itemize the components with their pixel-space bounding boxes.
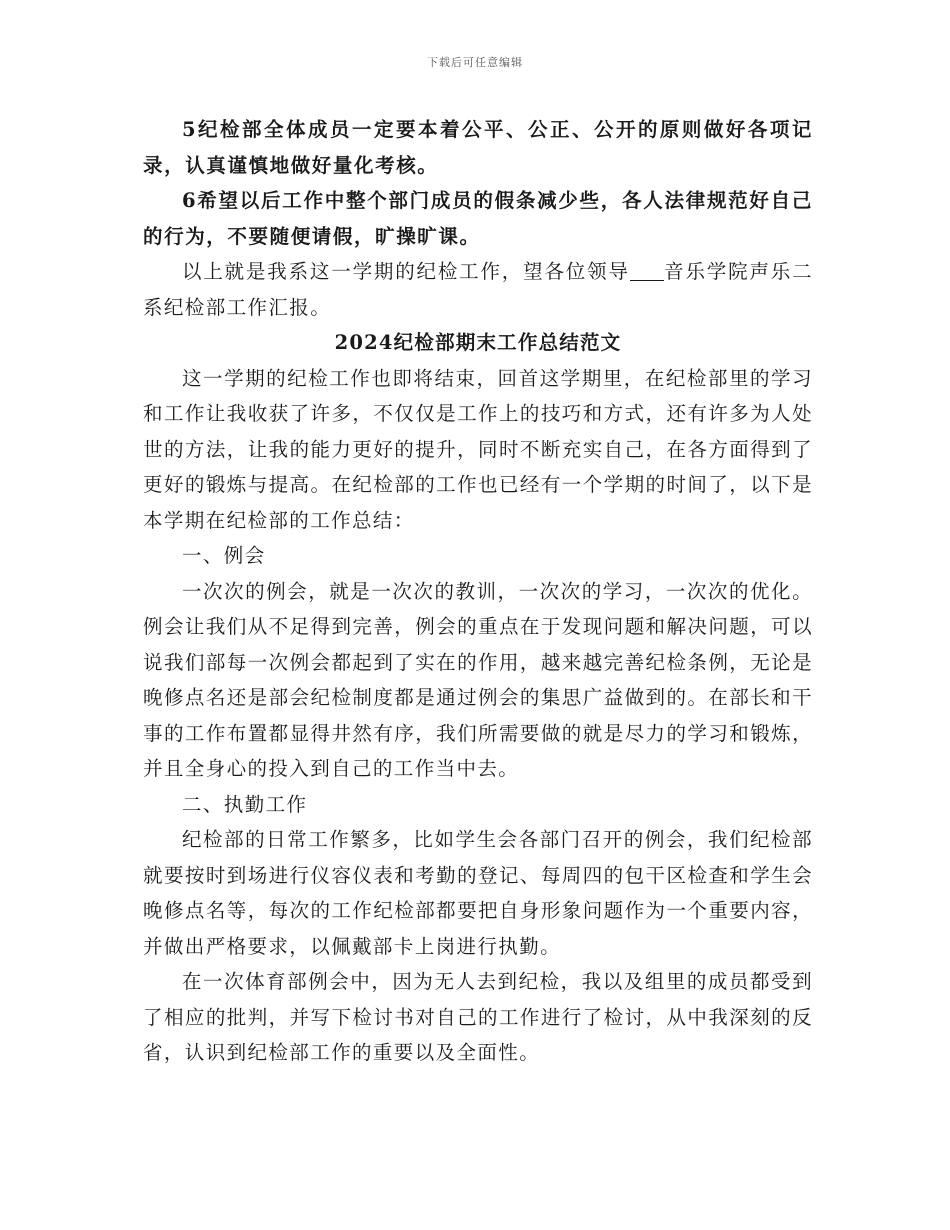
document-title: 2024纪检部期末工作总结范文 bbox=[334, 331, 622, 354]
document-body bbox=[143, 112, 813, 1071]
paragraph-intro: 这一学期的纪检工作也即将结束，回首这学期里，在纪检部里的学习和工作让我收获了许多，不仅仅是工作上的技巧和方式，还有许多为人处世的方法，让我的能力更好的提升，同时不断充实自己，在各方面得到了更好的锻炼与提高。在纪检部的工作也已经有一个学期的时间了，以下是本学期在纪检部的工作总结： bbox=[143, 366, 813, 532]
paragraph-closing bbox=[143, 254, 813, 325]
paragraph-item-5: 5纪检部全体成员一定要本着公平、公正、公开的原则做好各项记录，认真谨慎地做好量化考核。 bbox=[143, 118, 813, 177]
fill-in-blank bbox=[630, 261, 664, 282]
paragraph-duty: 纪检部的日常工作繁多，比如学生会各部门召开的例会，我们纪检部就要按时到场进行仪容仪表和考勤的登记、每周四的包干区检查和学生会晚修点名等，每次的工作纪检部都要把自身形象问题作为一个重要内容，并做出严格要求，以佩戴部卡上岗进行执勤。 bbox=[143, 828, 813, 958]
paragraph-item-6: 6希望以后工作中整个部门成员的假条减少些，各人法律规范好自己的行为，不要随便请假，旷操旷课。 bbox=[143, 189, 813, 248]
paragraph-closing-text-a: 以上就是我系这一学期的纪检工作，望各位领导 bbox=[182, 260, 630, 283]
page-header: 下载后可任意编辑 bbox=[427, 56, 523, 69]
paragraph-closing-text-b: 音乐学院声乐二系纪检部工作汇报。 bbox=[143, 260, 813, 319]
paragraph-reflection: 在一次体育部例会中，因为无人去到纪检，我以及组里的成员都受到了相应的批判，并写下检讨书对自己的工作进行了检讨，从中我深刻的反省，认识到纪检部工作的重要以及全面性。 bbox=[143, 970, 813, 1064]
section-heading-meetings: 一、例会 bbox=[182, 544, 266, 567]
section-heading-duty: 二、执勤工作 bbox=[182, 792, 308, 816]
paragraph-meetings: 一次次的例会，就是一次次的教训，一次次的学习，一次次的优化。例会让我们从不足得到完善，例会的重点在于发现问题和解决问题，可以说我们部每一次例会都起到了实在的作用，越来越完善纪检条例，无论是晚修点名还是部会纪检制度都是通过例会的集思广益做到的。在部长和干事的工作布置都显得井然有序，我们所需要做的就是尽力的学习和锻炼，并且全身心的投入到自己的工作当中去。 bbox=[143, 579, 813, 780]
